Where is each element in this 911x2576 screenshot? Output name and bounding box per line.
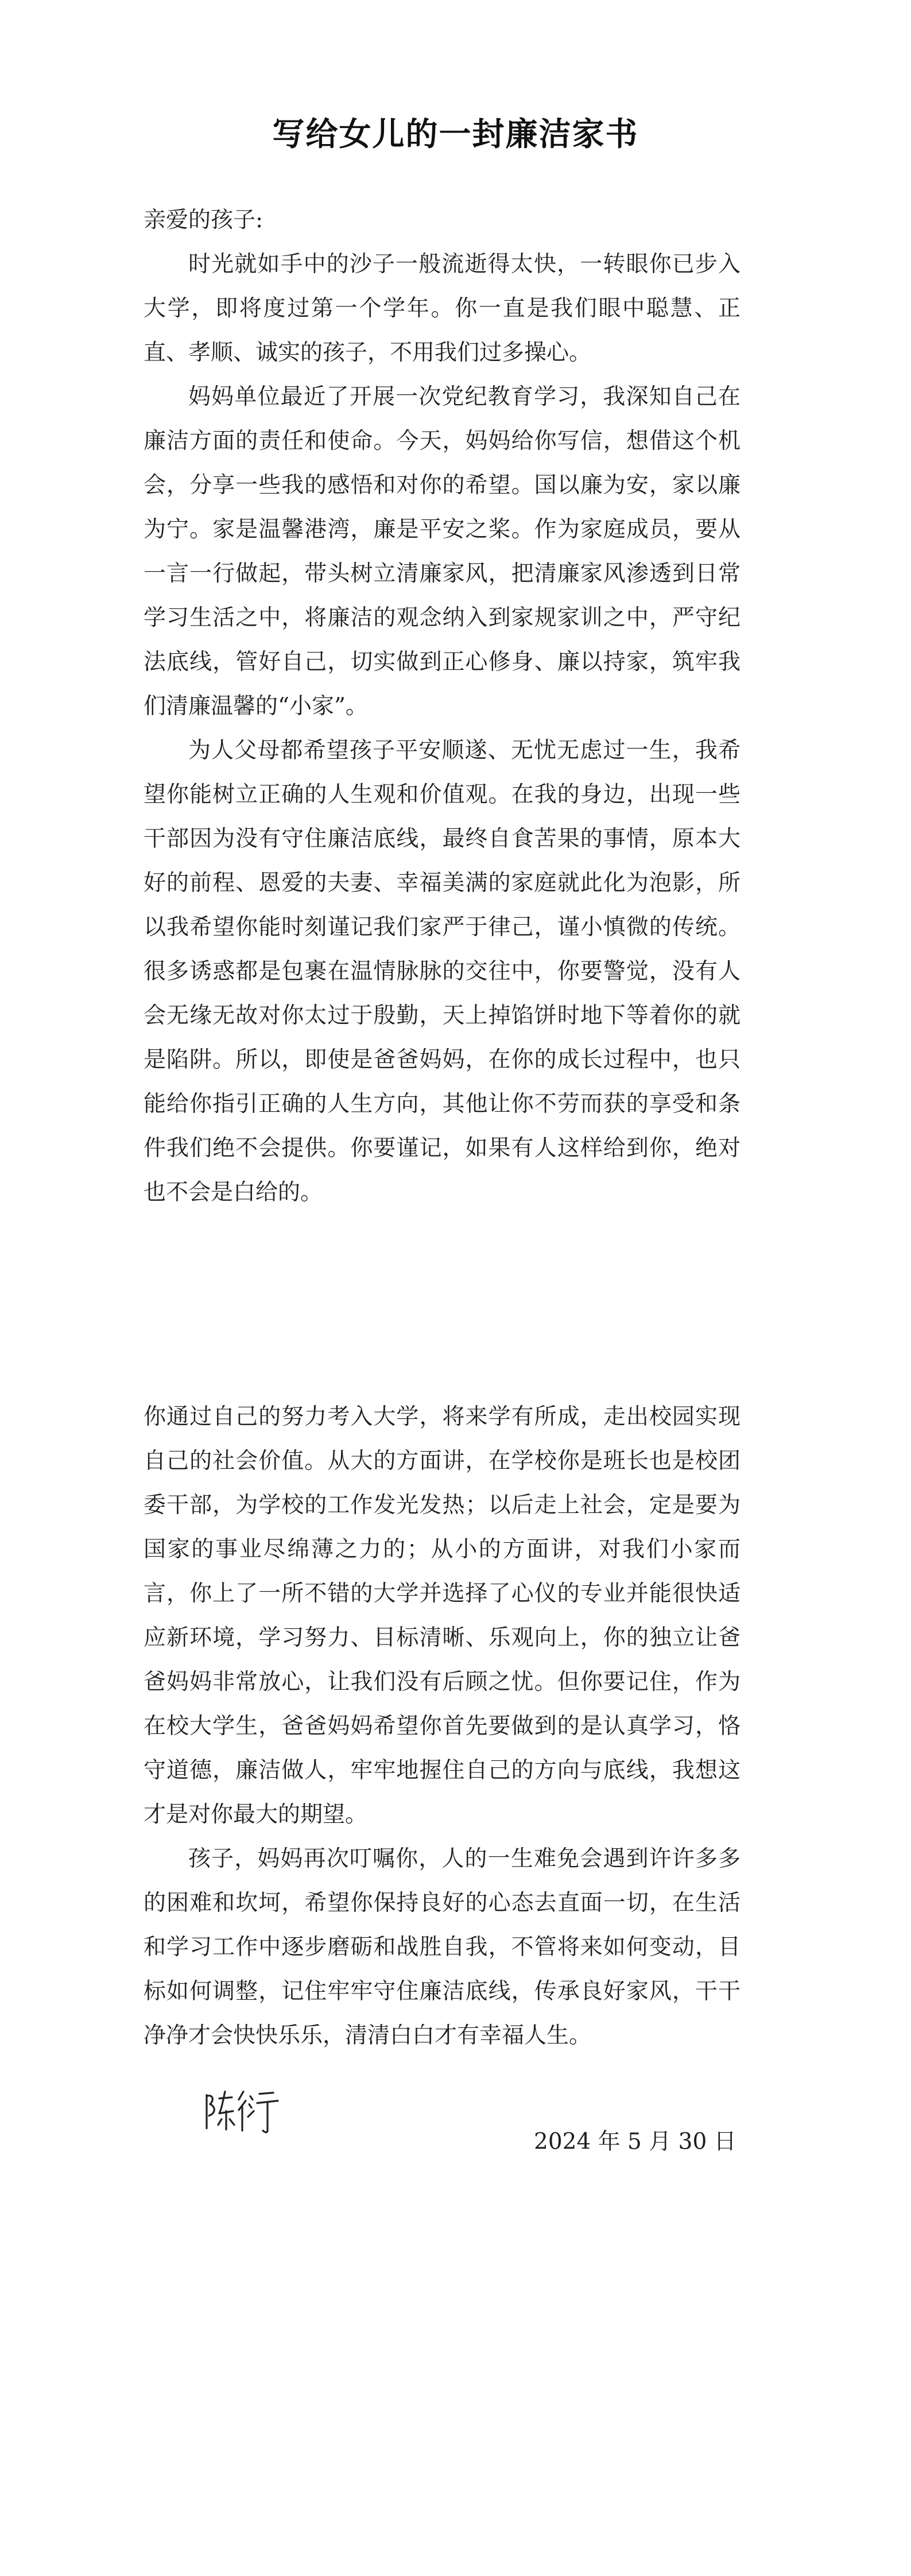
letter-body-bottom [144, 1395, 741, 2058]
letter-date: 2024 年 5 月 30 日 [534, 2129, 736, 2155]
letter-body-top [144, 198, 741, 1215]
handwritten-signature [202, 2084, 282, 2135]
letter-paragraph: 时光就如手中的沙子一般流逝得太快，一转眼你已步入大学，即将度过第一个学年。你一直是我们眼中聪慧、正直、孝顺、诚实的孩子，不用我们过多操心。 [144, 251, 741, 366]
letter-greeting: 亲爱的孩子: [144, 207, 263, 233]
letter-paragraph: 妈妈单位最近了开展一次党纪教育学习，我深知自己在廉洁方面的责任和使命。今天，妈妈给你写信，想借这个机会，分享一些我的感悟和对你的希望。国以廉为安，家以廉为宁。家是温馨港湾，廉是平安之桨。作为家庭成员，要从一言一行做起，带头树立清廉家风，把清廉家风渗透到日常学习生活之中，将廉洁的观念纳入到家规家训之中，严守纪法底线，管好自己，切实做到正心修身、廉以持家，筑牢我们清廉温馨的“小家”。 [144, 384, 741, 719]
letter-paragraph: 孩子，妈妈再次叮嘱你，人的一生难免会遇到许许多多的困难和坎坷，希望你保持良好的心态去直面一切，在生活和学习工作中逐步磨砺和战胜自我，不管将来如何变动，目标如何调整，记住牢牢守住廉洁底线，传承良好家风，干干净净才会快快乐乐，清清白白才有幸福人生。 [144, 1846, 741, 2049]
letter-title: 写给女儿的一封廉洁家书 [272, 115, 639, 153]
letter-paragraph: 你通过自己的努力考入大学，将来学有所成，走出校园实现自己的社会价值。从大的方面讲，在学校你是班长也是校团委干部，为学校的工作发光发热；以后走上社会，定是要为国家的事业尽绵薄之力的；从小的方面讲，对我们小家而言，你上了一所不错的大学并选择了心仪的专业并能很快适应新环境，学习努力、目标清晰、乐观向上，你的独立让爸爸妈妈非常放心，让我们没有后顾之忧。但你要记住，作为在校大学生，爸爸妈妈希望你首先要做到的是认真学习，恪守道德，廉洁做人，牢牢地握住自己的方向与底线，我想这才是对你最大的期望。 [144, 1404, 741, 1828]
letter-paragraph: 为人父母都希望孩子平安顺遂、无忧无虑过一生，我希望你能树立正确的人生观和价值观。在我的身边，出现一些干部因为没有守住廉洁底线，最终自食苦果的事情，原本大好的前程、恩爱的夫妻、幸福美满的家庭就此化为泡影，所以我希望你能时刻谨记我们家严于律己，谨小慎微的传统。很多诱惑都是包裹在温情脉脉的交往中，你要警觉，没有人会无缘无故对你太过于殷勤，天上掉馅饼时地下等着你的就是陷阱。所以，即使是爸爸妈妈，在你的成长过程中，也只能给你指引正确的人生方向，其他让你不劳而获的享受和条件我们绝不会提供。你要谨记，如果有人这样给到你，绝对也不会是白给的。 [144, 738, 741, 1205]
